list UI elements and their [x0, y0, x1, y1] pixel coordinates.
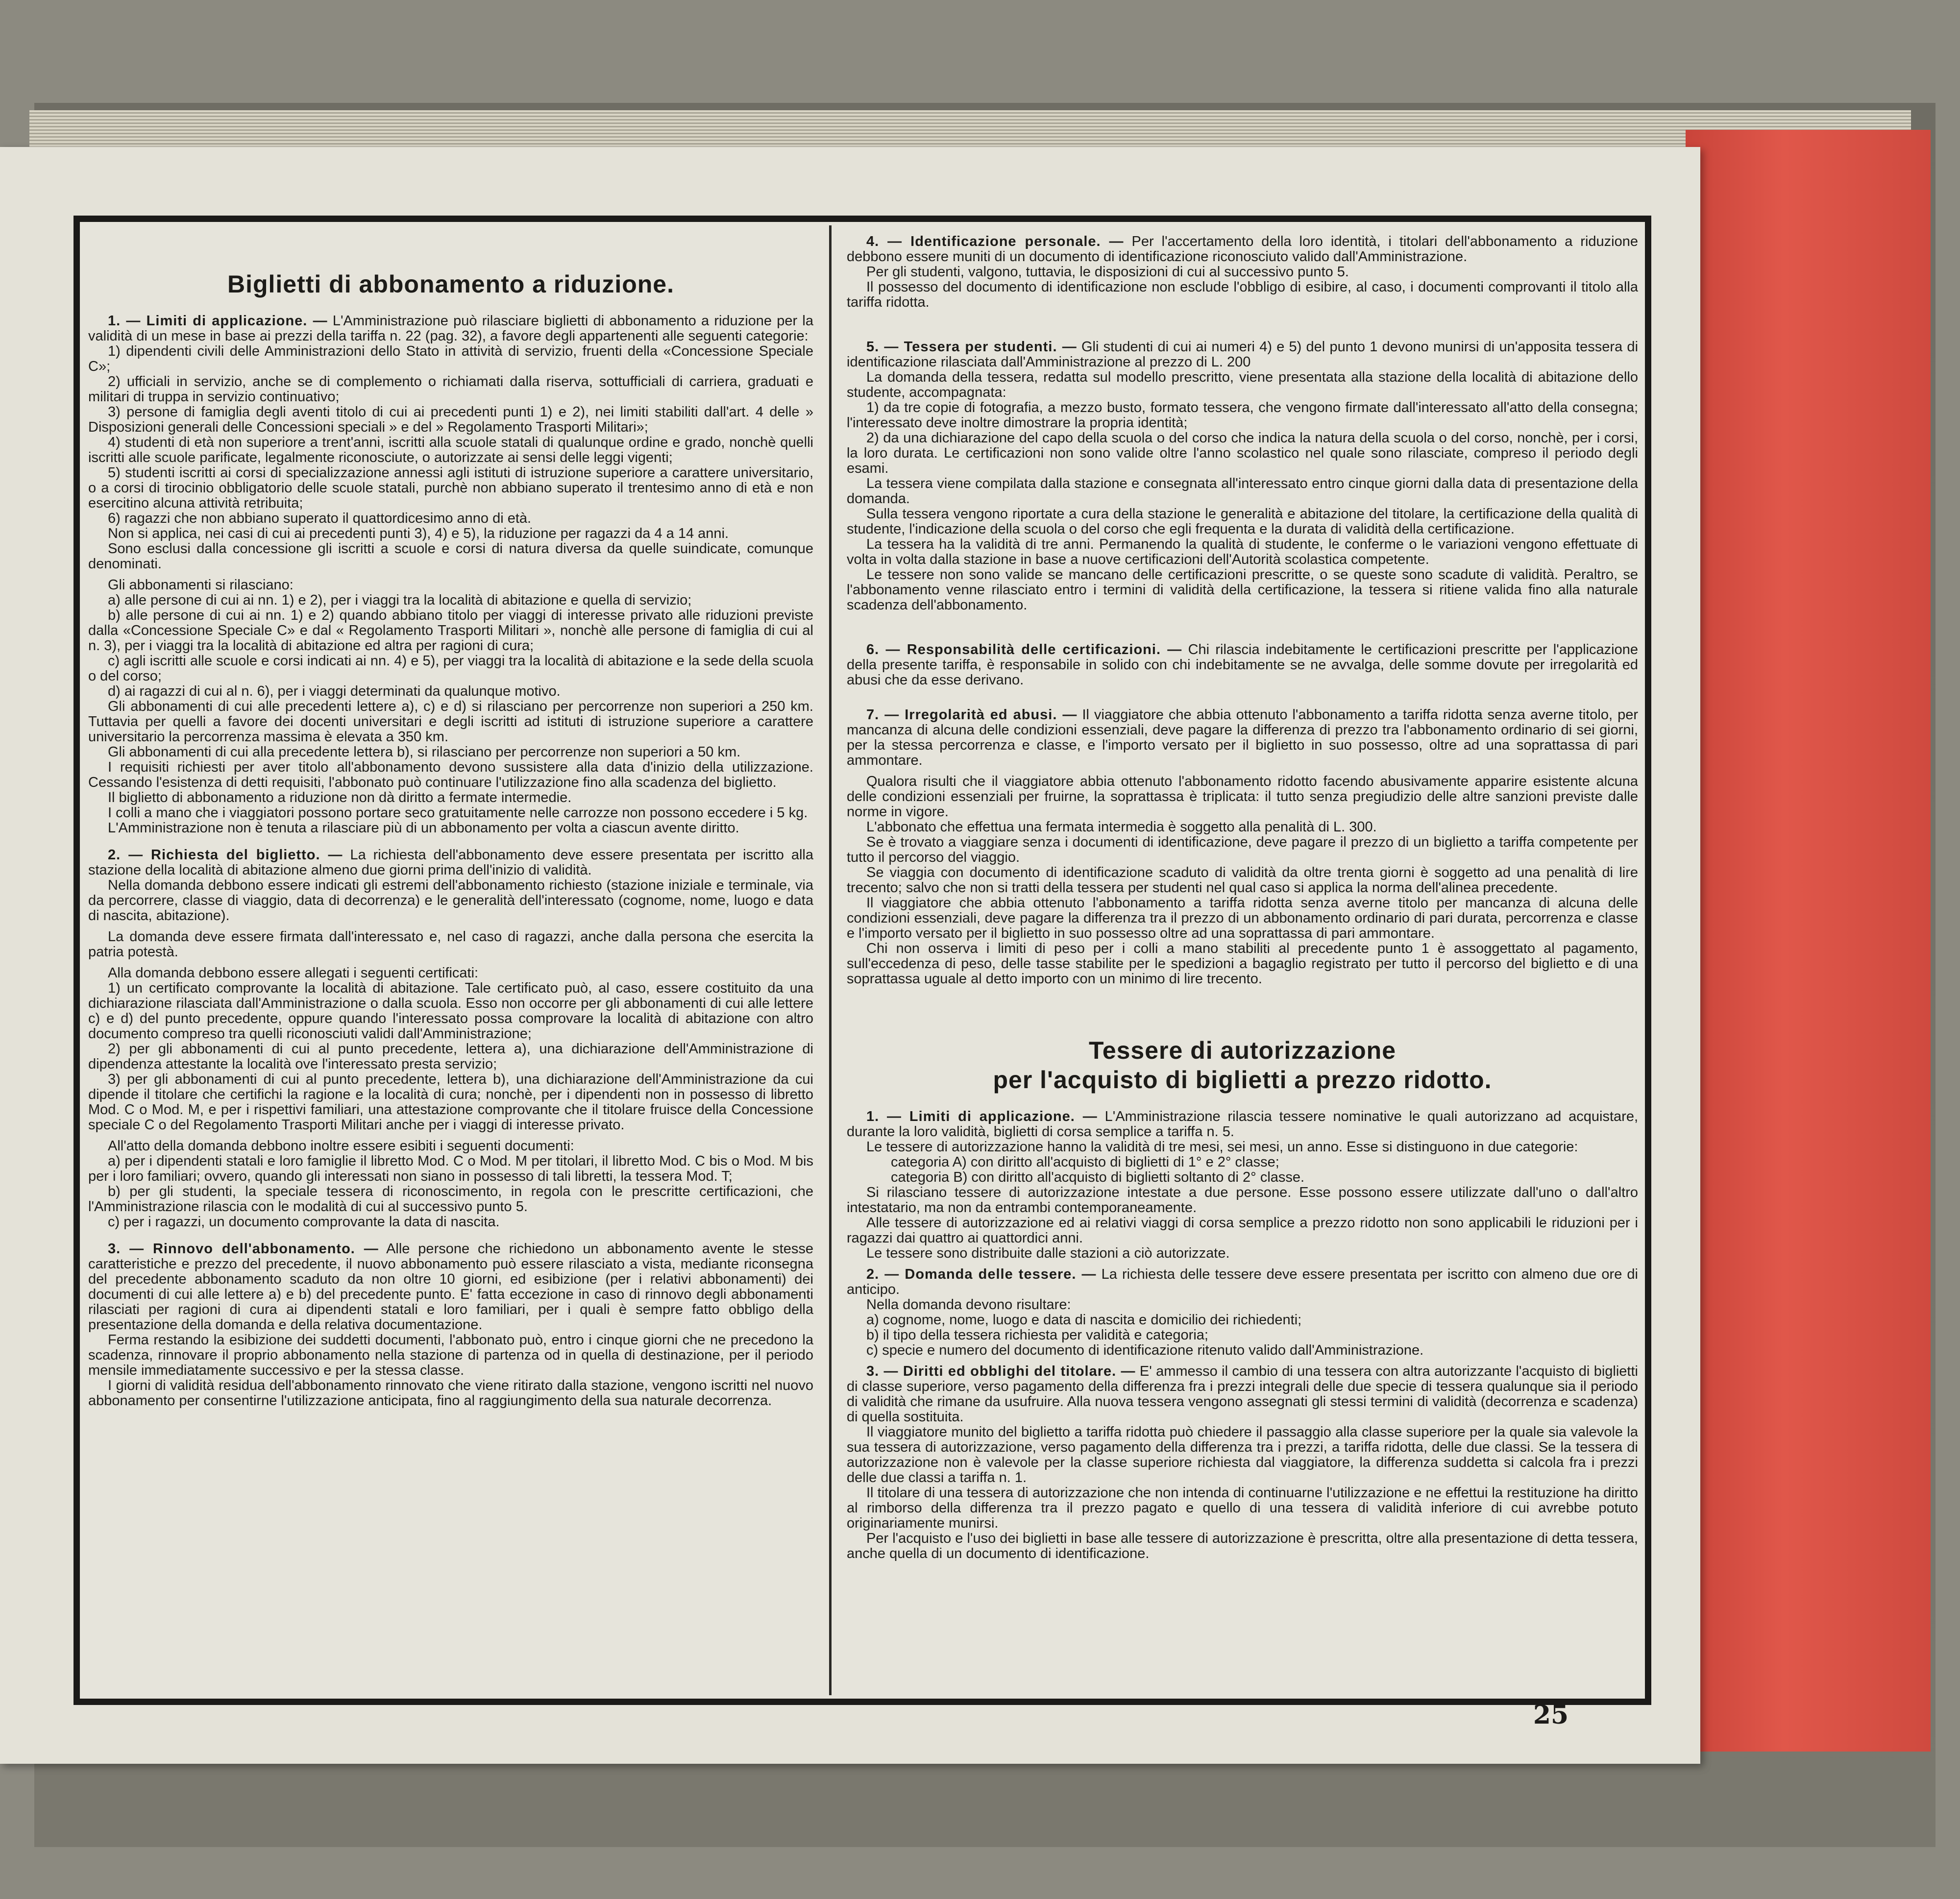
s5-para: Sulla tessera vengono riportate a cura della stazione le generalità e abitazione del titolare, la certificazione della qualità di studente, l'indicazione della scuola o del corso che egli frequenta e la durata di validità della certificazione. — [847, 506, 1638, 537]
s2-para: All'atto della domanda debbono inoltre essere esibiti i seguenti documenti: — [108, 1138, 574, 1154]
s5-intro: 5. — Tessera per studenti. — Gli studenti di cui ai numeri 4) e 5) del punto 1 devono munirsi di un'apposita tessera di identificazione rilasciata dall'Amministrazione al prezzo di L. 200 — [847, 339, 1638, 370]
s7-para: L'abbonato che effettua una fermata intermedia è soggetto alla penalità di L. 300. — [866, 819, 1377, 835]
s3-para: Ferma restando la esibizione dei suddetti documenti, l'abbonato può, entro i cinque giorni che ne precedono la scadenza, rinnovare il proprio abbonamento nella stazione di partenza od in quella di destinazione, per il periodo mensile immediatamente successivo e per la stessa classe. — [88, 1332, 813, 1378]
t3-para: Per l'acquisto e l'uso dei biglietti in base alle tessere di autorizzazione è prescritta, oltre alla presentazione di detta tessera, anche quella di un documento di identificazione. — [847, 1531, 1638, 1561]
s2-para: a) per i dipendenti statali e loro famiglie il libretto Mod. C o Mod. M per titolari, il libretto Mod. C bis o Mod. M bis per i loro familiari; ovvero, quando gli interessati non siano in possesso di tali libretti, la tessera Mod. T; — [88, 1153, 813, 1184]
s1-item: 1) dipendenti civili delle Amministrazioni dello Stato in attività di servizio, fruenti della «Concessione Speciale C»; — [88, 343, 813, 374]
red-cover-edge — [1686, 130, 1931, 1752]
s3-intro: 3. — Rinnovo dell'abbonamento. — Alle persone che richiedono un abbonamento avente le stesse caratteristiche e prezzo del precedente, il nuovo abbonamento può essere rilasciato a vista, mediante riconsegna del precedente abbonamento scaduto da non oltre 10 giorni, ed esibizione (per i relativi abbonamenti) dei documenti di cui alle lettere a) e b) del precedente punto. E' fatta eccezione in caso di rinnovo degli abbonamenti rilasciati per ragioni di cura ai dipendenti statali e loro familiari, per i quali è sempre fatto obbligo della presentazione della domanda e della relativa documentazione. — [88, 1241, 813, 1333]
s5-para: 2) da una dichiarazione del capo della scuola o del corso che indica la natura della scuola o del corso, nonchè, per i corsi, la loro durata. Le certificazioni non sono valide oltre l'anno scolastico nel quale sono rilasciate, compreso il periodo degli esami. — [847, 430, 1638, 476]
column-divider — [829, 225, 832, 1695]
s7-para: Se è trovato a viaggiare senza i documenti di identificazione, deve pagare il prezzo di un biglietto a tariffa competente per tutto il percorso del viaggio. — [847, 834, 1638, 865]
s2-para: La domanda deve essere firmata dall'interessato e, nel caso di ragazzi, anche dalla persona che esercita la patria potestà. — [88, 929, 813, 960]
s5-para: Le tessere non sono valide se mancano delle certificazioni prescritte, o se queste sono scadute di validità. Peraltro, se l'abbonamento venne rilasciato entro i termini di validità della certificazione, la tessera si ritiene valida fino alla naturale scadenza dell'abbonamento. — [847, 567, 1638, 613]
s1-issue-intro: Gli abbonamenti si rilasciano: — [108, 577, 294, 593]
s7-para: Qualora risulti che il viaggiatore abbia ottenuto l'abbonamento ridotto facendo abusivamente apparire esistente alcuna delle condizioni essenziali per fruirne, la soprattassa è triplicata: il tutto senza pregiudizio delle altre sanzioni previste dalle norme in vigore. — [847, 774, 1638, 820]
s7-para: Chi non osserva i limiti di peso per i colli a mano stabiliti al precedente punto 1 è assoggettato al pagamento, sull'eccedenza di peso, delle tasse stabilite per le spedizioni a bagaglio registrato per tutto il percorso del biglietto e di una soprattassa uguale al detto importo con un minimo di lire trecento. — [847, 941, 1638, 987]
t1-para: categoria A) con diritto all'acquisto di biglietti di 1° e 2° classe; — [891, 1154, 1279, 1170]
t2-para: Nella domanda devono risultare: — [866, 1297, 1071, 1313]
s2-para: Alla domanda debbono essere allegati i seguenti certificati: — [108, 965, 479, 981]
s2-para: Nella domanda debbono essere indicati gli estremi dell'abbonamento richiesto (stazione iniziale e terminale, via da percorrere, classe di viaggio, data di decorrenza) e le generalità dell'interessato (cognome, nome, luogo e data di nascita, abitazione). — [88, 877, 813, 924]
s2-intro: 2. — Richiesta del biglietto. — La richiesta dell'abbonamento deve essere presentata per iscritto alla stazione della località di abitazione almeno due giorni prima dell'inizio di validità. — [88, 847, 813, 878]
s1-item: 4) studenti di età non superiore a trent'anni, iscritti alla scuole statali di qualunque ordine e grado, nonchè quelli iscritti alle scuole parificate, legalmente riconosciute, o autorizzate ai sensi delle leggi vigenti; — [88, 435, 813, 465]
page-number: 25 — [1533, 1700, 1569, 1730]
s1-para: I colli a mano che i viaggiatori possono portare seco gratuitamente nelle carrozze non possono eccedere i 5 kg. — [108, 805, 808, 821]
s1-item: 3) persone di famiglia degli aventi titolo di cui ai precedenti punti 1) e 2), nei limiti stabiliti dall'art. 4 delle » Disposizioni generali delle Concessioni speciali » e del » Regolamento Trasporti Militari»; — [88, 404, 813, 435]
s4-intro: 4. — Identificazione personale. — Per l'accertamento della loro identità, i titolari dell'abbonamento a riduzione debbono essere muniti di un documento di identificazione riconosciuto valido dall'Amministrazione. — [847, 234, 1638, 265]
s7-title: 7. — Irregolarità ed abusi. — — [866, 707, 1078, 723]
s1-item: Non si applica, nei casi di cui ai precedenti punti 3), 4) e 5), la riduzione per ragazzi da 4 a 14 anni. — [108, 526, 729, 541]
s2-para: c) per i ragazzi, un documento comprovante la data di nascita. — [108, 1214, 500, 1230]
t2-para: b) il tipo della tessera richiesta per validità e categoria; — [866, 1327, 1208, 1343]
t3-intro: 3. — Diritti ed obblighi del titolare. — E' ammesso il cambio di una tessera con altra autorizzante l'acquisto di biglietti di classe superiore, verso pagamento della differenza fra i prezzi integrali delle due specie di tessera qualunque sia il periodo di validità che rimane da usufruire. Alla nuova tessera vengono assegnati gli stessi termini di validità (decorrenza e scadenza) di quella sostituita. — [847, 1363, 1638, 1425]
s4-para: Per gli studenti, valgono, tuttavia, le disposizioni di cui al successivo punto 5. — [866, 264, 1349, 280]
t3-title: 3. — Diritti ed obblighi del titolare. — — [866, 1363, 1136, 1379]
t2-para: c) specie e numero del documento di identificazione ritenuto valido dall'Amministrazione. — [866, 1342, 1424, 1358]
s5-para: La tessera ha la validità di tre anni. Permanendo la qualità di studente, le conferme o le variazioni vengono effettuate di volta in volta dalla stazione in base a nuove certificazioni dell'Autorità scolastica competente. — [847, 536, 1638, 567]
s1-para: L'Amministrazione non è tenuta a rilasciare più di un abbonamento per volta a ciascun avente diritto. — [108, 820, 739, 836]
s1-issue-item: b) alle persone di cui ai nn. 1) e 2) quando abbiano titolo per viaggi di interesse privato alle riduzioni previste dalla «Concessione Speciale C» e dal « Regolamento Trasporti Militari », nonchè alle persone di famiglia di cui al n. 3), per i viaggi tra la località di abitazione ed altra per ragioni di cura; — [88, 608, 813, 654]
s1-item: 6) ragazzi che non abbiano superato il quattordicesimo anno di età. — [108, 511, 532, 526]
t1-para: Le tessere sono distribuite dalle stazioni a ciò autorizzate. — [866, 1245, 1230, 1261]
t1-para: Alle tessere di autorizzazione ed ai relativi viaggi di corsa semplice a prezzo ridotto non sono applicabili le riduzioni per i ragazzi dai quattro ai quattordici anni. — [847, 1215, 1638, 1246]
s1-intro: 1. — Limiti di applicazione. — L'Amministrazione può rilasciare biglietti di abbonamento a riduzione per la validità di un mese in base ai prezzi della tariffa n. 22 (pag. 32), a favore degli appartenenti alle seguenti categorie: — [88, 313, 813, 344]
s2-para: 1) un certificato comprovante la località di abitazione. Tale certificato può, al caso, essere costituito da una dichiarazione rilasciata dall'Amministrazione o dalla scuola. Esso non occorre per gli abbonamenti di cui alle lettere c) e d) del punto precedente, oppure quando l'interessato possa comprovare la località di abitazione con altro documento compreso tra quelli riconosciuti validi dall'Amministrazione; — [88, 980, 813, 1042]
s1-para: Gli abbonamenti di cui alla precedente lettera b), si rilasciano per percorrenze non superiori a 50 km. — [108, 744, 741, 760]
s2-para: 2) per gli abbonamenti di cui al punto precedente, lettera a), una dichiarazione dell'Amministrazione di dipendenza attestante la località ove l'interessato presta servizio; — [88, 1041, 813, 1072]
s2-title: 2. — Richiesta del biglietto. — — [108, 847, 343, 863]
section-title-tessere: Tessere di autorizzazione per l'acquisto di biglietti a prezzo ridotto. — [993, 1037, 1492, 1094]
s4-para: Il possesso del documento di identificazione non esclude l'obbligo di esibire, al caso, i documenti comprovanti il titolo alla tariffa ridotta. — [847, 279, 1638, 310]
t2-title: 2. — Domanda delle tessere. — — [866, 1266, 1097, 1282]
s1-para: Gli abbonamenti di cui alle precedenti lettere a), c) e d) si rilasciano per percorrenze non superiori a 250 km. Tuttavia per quelli a favore dei docenti universitari e degli iscritti ad istituti di istruzione superiore a carattere universitario la percorrenza massima è elevata a 350 km. — [88, 699, 813, 745]
t1-intro: 1. — Limiti di applicazione. — L'Amministrazione rilascia tessere nominative le quali autorizzano ad acquistare, durante la loro validità, biglietti di corsa semplice a tariffa n. 5. — [847, 1109, 1638, 1140]
t1-para: Si rilasciano tessere di autorizzazione intestate a due persone. Esse possono essere utilizzate dall'uno o dall'altro intestatario, ma non da entrambi contemporaneamente. — [847, 1185, 1638, 1216]
s7-para: Se viaggia con documento di identificazione scaduto di validità da oltre trenta giorni è soggetto ad una penalità di lire trecento; salvo che non si tratti della tessera per studenti nel qual caso si applica la norma dell'alinea precedente. — [847, 865, 1638, 896]
s2-para: b) per gli studenti, la speciale tessera di riconoscimento, in regola con le prescritte certificazioni, che l'Amministrazione rilascia con le modalità di cui al successivo punto 5. — [88, 1184, 813, 1215]
s1-issue-item: c) agli iscritti alle scuole e corsi indicati ai nn. 4) e 5), per viaggi tra la località di abitazione e la sede della scuola o del corso; — [88, 653, 813, 684]
s2-para: 3) per gli abbonamenti di cui al punto precedente, lettera b), una dichiarazione dell'Amministrazione da cui dipende il titolare che certifichi la ragione e la località di cura; nonchè, per i dipendenti non in possesso di libretto Mod. C o Mod. M, e per i rispettivi familiari, una attestazione comprovante che il titolare fruisce della Concessione speciale C o del Regolamento Trasporti Militari anche per i viaggi di interesse privato. — [88, 1071, 813, 1133]
s5-para: 1) da tre copie di fotografia, a mezzo busto, formato tessera, che vengono firmate dall'interessato all'atto della consegna; l'interessato deve inoltre dimostrare la propria identità; — [847, 400, 1638, 431]
s1-title: 1. — Limiti di applicazione. — — [108, 313, 328, 329]
s1-item: Sono esclusi dalla concessione gli iscritti a scuole e corsi di natura diversa da quelle suindicate, comunque denominati. — [88, 541, 813, 572]
s1-issue-item: d) ai ragazzi di cui al n. 6), per i viaggi determinati da qualunque motivo. — [108, 683, 561, 699]
t3-para: Il viaggiatore munito del biglietto a tariffa ridotta può chiedere il passaggio alla classe superiore per la quale sia valevole la sua tessera di autorizzazione, verso pagamento della differenza tra i prezzi, a tariffa ridotta, delle due classi. Se la tessera di autorizzazione non è valevole per la classe superiore richiesta dal viaggiatore, la differenza suddetta si calcola fra i prezzi delle due classi a tariffa n. 1. — [847, 1424, 1638, 1485]
left-column — [88, 230, 813, 1695]
s4-title: 4. — Identificazione personale. — — [866, 234, 1124, 249]
s7-para: Il viaggiatore che abbia ottenuto l'abbonamento a tariffa ridotta senza averne titolo per mancanza di alcuna delle condizioni essenziali, deve pagare la differenza tra il prezzo di un abbonamento ordinario di pari durata, percorrenza e classe e l'importo versato per il biglietto in suo possesso oltre ad una soprattassa di pari ammontare. — [847, 895, 1638, 941]
section-title-abbonamento: Biglietti di abbonamento a riduzione. — [227, 270, 675, 298]
s1-issue-item: a) alle persone di cui ai nn. 1) e 2), per i viaggi tra la località di abitazione e quella di servizio; — [108, 592, 692, 608]
s1-item: 5) studenti iscritti ai corsi di specializzazione annessi agli istituti di istruzione superiore a carattere universitario, o a corsi di tirocinio obbligatorio delle scuole statali, purchè non abbiano superato il trentesimo anno di età e non esercitino alcuna attività retribuita; — [88, 465, 813, 511]
s7-intro: 7. — Irregolarità ed abusi. — Il viaggiatore che abbia ottenuto l'abbonamento a tariffa ridotta senza averne titolo, per mancanza di alcuna delle condizioni essenziali, deve pagare la differenza di prezzo tra l'abbonamento ordinario di sei giorni, per la stessa percorrenza e classe, e l'importo versato per il biglietto in suo possesso, oltre ad una soprattassa di pari ammontare. — [847, 707, 1638, 768]
s1-para: Il biglietto di abbonamento a riduzione non dà diritto a fermate intermedie. — [108, 790, 572, 805]
s3-title: 3. — Rinnovo dell'abbonamento. — — [108, 1241, 379, 1257]
t1-para: categoria B) con diritto all'acquisto di biglietti soltanto di 2° classe. — [891, 1169, 1305, 1185]
s5-para: La tessera viene compilata dalla stazione e consegnata all'interessato entro cinque giorni dalla data di presentazione della domanda. — [847, 476, 1638, 507]
s6-title: 6. — Responsabilità delle certificazioni. — — [866, 642, 1182, 657]
s5-para: La domanda della tessera, redatta sul modello prescritto, viene presentata alla stazione della località di abitazione dello studente, accompagnata: — [847, 369, 1638, 400]
t2-para: a) cognome, nome, luogo e data di nascita e domicilio dei richiedenti; — [866, 1312, 1302, 1328]
right-column — [847, 230, 1638, 1695]
s6-intro: 6. — Responsabilità delle certificazioni. — Chi rilascia indebitamente le certificazioni prescritte per l'applicazione della presente tariffa, è responsabile in solido con chi indebitamente se ne avvalga, delle somme dovute per irregolarità ed abusi che da esse derivano. — [847, 642, 1638, 688]
t1-title: 1. — Limiti di applicazione. — — [866, 1109, 1098, 1124]
t1-para: Le tessere di autorizzazione hanno la validità di tre mesi, sei mesi, un anno. Esse si distinguono in due categorie: — [866, 1139, 1578, 1155]
s3-para: I giorni di validità residua dell'abbonamento rinnovato che viene ritirato dalla stazione, vengono iscritti nel nuovo abbonamento per consentirne l'utilizzazione anticipata, fino al raggiungimento della sua naturale decorrenza. — [88, 1378, 813, 1409]
t2-intro: 2. — Domanda delle tessere. — La richiesta delle tessere deve essere presentata per iscritto con almeno due ore di anticipo. — [847, 1266, 1638, 1297]
s5-title: 5. — Tessera per studenti. — — [866, 339, 1077, 355]
s1-para: I requisiti richiesti per aver titolo all'abbonamento devono sussistere alla data d'inizio della utilizzazione. Cessando l'esistenza di detti requisiti, l'abbonato può continuare l'utilizzazione fino alla scadenza del biglietto. — [88, 759, 813, 790]
s1-item: 2) ufficiali in servizio, anche se di complemento o richiamati dalla riserva, sottufficiali di carriera, graduati e militari di truppa in servizio continuativo; — [88, 374, 813, 405]
t3-para: Il titolare di una tessera di autorizzazione che non intenda di continuarne l'utilizzazione e ne effettui la restituzione ha diritto al rimborso della differenza tra il prezzo pagato e quello di una tessera di validità inferiore di cui avrebbe potuto originariamente munirsi. — [847, 1485, 1638, 1531]
